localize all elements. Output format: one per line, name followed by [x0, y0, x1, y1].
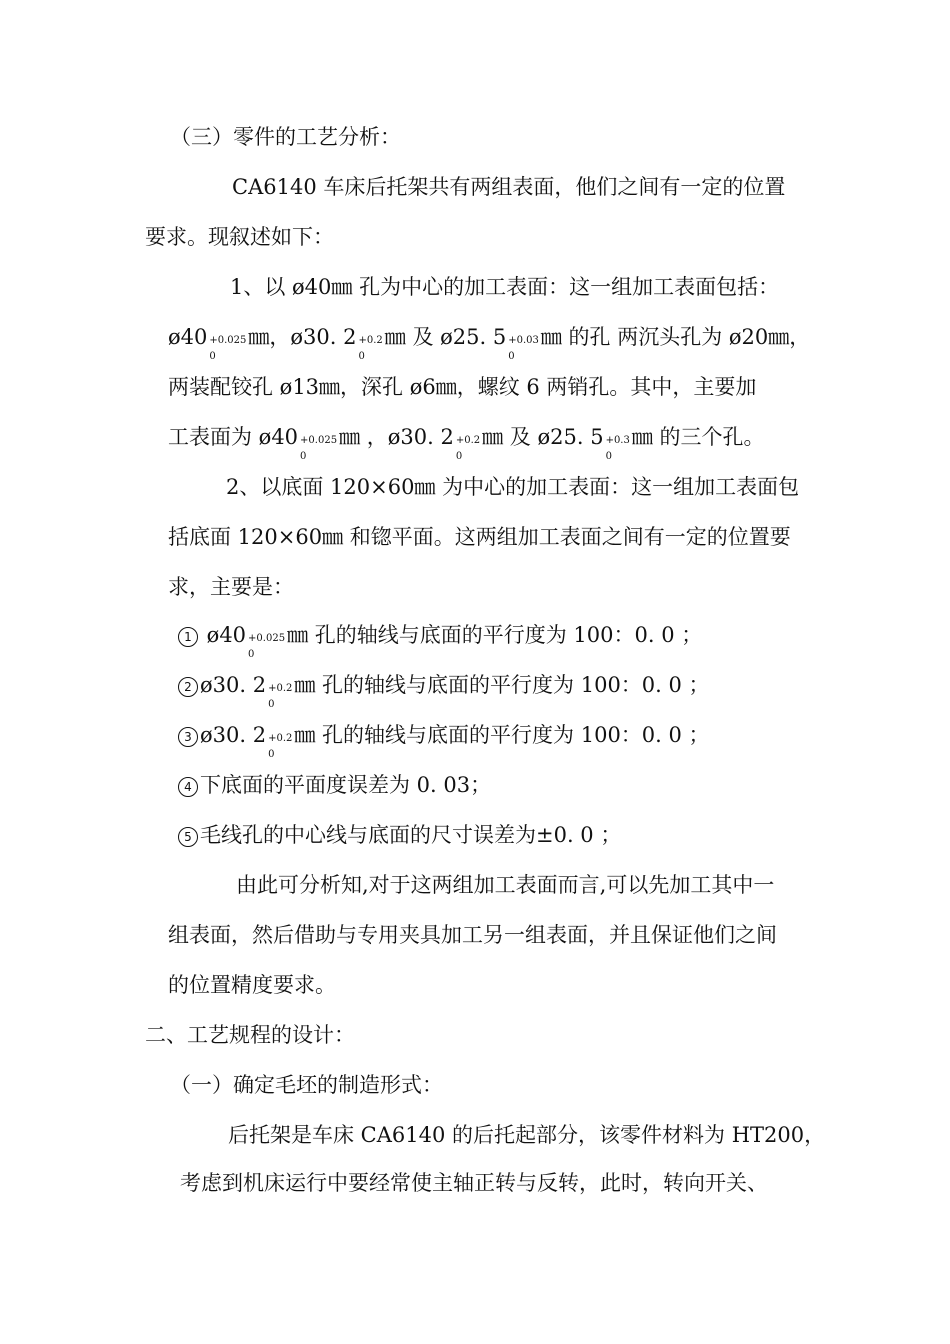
- tolerance-lower: 0: [508, 351, 515, 362]
- text-run: ㎜ ，ø30. 2: [339, 425, 454, 449]
- tolerance: [455, 435, 481, 462]
- text-run: ø40: [200, 623, 247, 647]
- requirement-item: [178, 822, 621, 848]
- section-heading-3: （三）零件的工艺分析：: [170, 125, 401, 149]
- paragraph-line: 要求。现叙述如下：: [145, 225, 334, 249]
- tolerance-lower: 0: [455, 451, 463, 462]
- item-number: 1: [178, 627, 198, 647]
- text-run: ø40: [168, 325, 208, 349]
- tolerance: [300, 435, 338, 462]
- requirement-item: [178, 622, 703, 660]
- item-number: 3: [178, 727, 198, 747]
- tolerance-lower: 0: [358, 351, 365, 362]
- tolerance-upper: +0.2: [358, 335, 383, 346]
- paragraph-line-tolerances: [168, 324, 811, 362]
- tolerance: [358, 335, 383, 362]
- tolerance: [248, 633, 286, 660]
- text-run: ㎜ 孔的轴线与底面的平行度为 100：0. 0 ；: [287, 623, 703, 647]
- tolerance-lower: 0: [209, 351, 216, 362]
- paragraph-line: 组表面，然后借助与专用夹具加工另一组表面，并且保证他们之间: [168, 923, 777, 947]
- paragraph-line: 括底面 120×60㎜ 和锪平面。这两组加工表面之间有一定的位置要: [168, 525, 791, 549]
- text-run: ㎜ 的三个孔。: [631, 425, 765, 449]
- tolerance: [209, 335, 247, 362]
- tolerance-upper: +0.3: [605, 435, 630, 446]
- paragraph-line: 由此可分析知,对于这两组加工表面而言,可以先加工其中一: [236, 873, 775, 897]
- tolerance: [268, 683, 293, 710]
- tolerance-upper: +0.025: [209, 335, 247, 346]
- tolerance: [605, 435, 630, 462]
- subsection-heading: （一）确定毛坯的制造形式：: [170, 1073, 443, 1097]
- requirement-item: [178, 672, 710, 710]
- tolerance-lower: 0: [268, 699, 275, 710]
- tolerance-lower: 0: [300, 451, 307, 462]
- text-run: 下底面的平面度误差为 0. 03；: [200, 773, 492, 797]
- paragraph-line: 的位置精度要求。: [168, 973, 336, 997]
- text-run: ㎜ 及 ø25. 5: [482, 425, 604, 449]
- item-number: 4: [178, 777, 198, 797]
- paragraph-line: 求，主要是：: [168, 575, 294, 599]
- tolerance: [508, 335, 539, 362]
- text-run: ㎜ 的孔 两沉头孔为 ø20㎜，: [540, 325, 811, 349]
- paragraph-line: 考虑到机床运行中要经常使主轴正转与反转，此时，转向开关、: [180, 1171, 768, 1195]
- text-run: ø30. 2: [200, 673, 267, 697]
- paragraph-line: CA6140 车床后托架共有两组表面，他们之间有一定的位置: [232, 175, 786, 199]
- tolerance-lower: 0: [605, 451, 612, 462]
- paragraph-line: 后托架是车床 CA6140 的后托起部分，该零件材料为 HT200，: [228, 1123, 826, 1147]
- text-run: ㎜ 孔的轴线与底面的平行度为 100：0. 0 ；: [294, 723, 710, 747]
- tolerance-upper: +0.2: [268, 733, 293, 744]
- tolerance-lower: 0: [248, 649, 255, 660]
- paragraph-line: 2、以底面 120×60㎜ 为中心的加工表面：这一组加工表面包: [226, 475, 800, 499]
- paragraph-line-tolerances: [168, 424, 765, 462]
- text-run: ㎜ 孔的轴线与底面的平行度为 100：0. 0 ；: [294, 673, 710, 697]
- tolerance-upper: +0.2: [268, 683, 293, 694]
- paragraph-line: 两装配铰孔 ø13㎜，深孔 ø6㎜，螺纹 6 两销孔。其中，主要加: [168, 375, 757, 399]
- requirement-item: [178, 722, 710, 760]
- text-run: 工表面为 ø40: [168, 425, 299, 449]
- requirement-item: [178, 772, 491, 798]
- section-heading-2: 二、工艺规程的设计：: [145, 1023, 355, 1047]
- text-run: ㎜，ø30. 2: [248, 325, 357, 349]
- tolerance-upper: +0.025: [300, 435, 338, 446]
- item-number: 2: [178, 677, 198, 697]
- paragraph-line: 1、以 ø40㎜ 孔为中心的加工表面：这一组加工表面包括：: [230, 275, 780, 299]
- text-run: ø30. 2: [200, 723, 267, 747]
- tolerance-upper: +0.03: [508, 335, 539, 346]
- tolerance-lower: 0: [268, 749, 275, 760]
- text-run: 毛线孔的中心线与底面的尺寸误差为±0. 0 ；: [200, 823, 622, 847]
- tolerance-upper: +0.025: [248, 633, 286, 644]
- text-run: ㎜ 及 ø25. 5: [384, 325, 507, 349]
- item-number: 5: [178, 827, 198, 847]
- tolerance-upper: +0.2: [455, 435, 481, 446]
- tolerance: [268, 733, 293, 760]
